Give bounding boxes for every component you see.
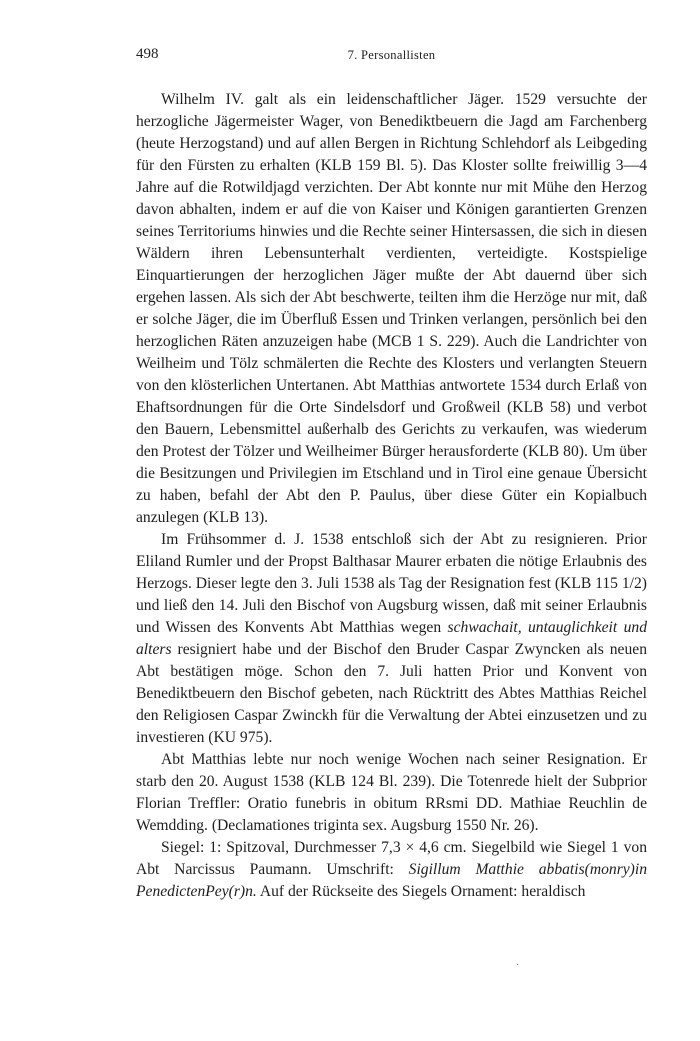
paragraph-seal-before: Siegel: 1: Spitzoval, Durchmesser 7,3 × 4,6 cm. Siegelbild wie Siegel 1 von Abt Narcissus Paumann. Umschrift: bbox=[136, 839, 647, 878]
page-header bbox=[136, 46, 647, 70]
paragraph-resignation-quote: schwachait, untauglichkeit und alters bbox=[136, 619, 647, 658]
stray-mark: · bbox=[516, 960, 520, 971]
paragraph-hunting bbox=[136, 89, 647, 529]
paragraph-death bbox=[136, 749, 647, 837]
page-number: 498 bbox=[136, 46, 159, 62]
paragraph-hunting-text: Wilhelm IV. galt als ein leidenschaftlicher Jäger. 1529 versuchte der herzogliche Jägermeister Wager, von Benediktbeuern die Jagd am Farchenberg (heute Herzogstand) und auf allen Bergen in Richtung Schlehdorf als Leibgeding für den Fürsten zu erhalten (KLB 159 Bl. 5). Das Kloster sollte freiwillig 3—4 Jahre auf die Rotwildjagd verzichten. Der Abt konnte nur mit Mühe den Herzog davon abhalten, indem er auf die von Kaiser und Königen garantierten Grenzen seines Territoriums hinwies und die Rechte seiner Hintersassen, die sich in diesen Wäldern ihren Lebensunterhalt verdienten, verteidigte. Kostspielige Einquartierungen der herzoglichen Jäger mußte der Abt dauernd über sich ergehen lassen. Als sich der Abt beschwerte, teilten ihm die Herzöge nur mit, daß er solche Jäger, die im Überfluß Essen und Trinken verlangen, persönlich bei den herzoglichen Räten anzuzeigen habe (MCB 1 S. 229). Auch die Landrichter von Weilheim und Tölz schmälerten die Rechte des Klosters und verlangten Steuern von den klösterlichen Untertanen. Abt Matthias antwortete 1534 durch Erlaß von Ehaftsordnungen für die Orte Sindelsdorf und Großweil (KLB 58) und verbot den Bauern, Lebensmittel außerhalb des Gerichts zu verkaufen, was wiederum den Protest der Tölzer und Weilheimer Bürger herausforderte (KLB 80). Um über die Besitzungen und Privilegien im Etschland und in Tirol eine genaue Übersicht zu haben, befahl der Abt den P. Paulus, über diese Güter ein Kopialbuch anzulegen (KLB 13). bbox=[136, 91, 647, 526]
paragraph-resignation-before: Im Frühsommer d. J. 1538 entschloß sich der Abt zu resignieren. Prior Eliland Rumler und der Propst Balthasar Maurer erbaten die nötige Erlaubnis des Herzogs. Dieser legte den 3. Juli 1538 als Tag der Resignation fest (KLB 115 1/2) und ließ den 14. Juli den Bischof von Augsburg wissen, daß mit seiner Erlaubnis und Wissen des Konvents Abt Matthias wegen bbox=[136, 531, 647, 636]
paragraph-seal bbox=[136, 837, 647, 903]
paragraph-seal-after: Auf der Rückseite des Siegels Ornament: heraldisch bbox=[256, 883, 586, 900]
paragraph-resignation bbox=[136, 529, 647, 749]
paragraph-death-text: Abt Matthias lebte nur noch wenige Wochen nach seiner Resignation. Er starb den 20. August 1538 (KLB 124 Bl. 239). Die Totenrede hielt der Subprior Florian Treffler: Oratio funebris in obitum RRsmi DD. Mathiae Reuchlin de Wemdding. (Declamationes triginta sex. Augsburg 1550 Nr. 26). bbox=[136, 751, 647, 834]
paragraph-resignation-after: resigniert habe und der Bischof den Bruder Caspar Zwyncken als neuen Abt bestätigen möge. Schon den 7. Juli hatten Prior und Konvent von Benediktbeuern den Bischof gebeten, nach Rücktritt des Abtes Matthias Reichel den Religiosen Caspar Zwinckh für die Verwaltung der Abtei einzusetzen und zu investieren (KU 975). bbox=[136, 641, 647, 746]
paragraph-seal-inscription: Sigillum Matthie abbatis(monry)in PenedictenPey(r)n. bbox=[136, 861, 648, 900]
running-head: 7. Personallisten bbox=[347, 48, 436, 62]
body-text bbox=[136, 89, 647, 903]
